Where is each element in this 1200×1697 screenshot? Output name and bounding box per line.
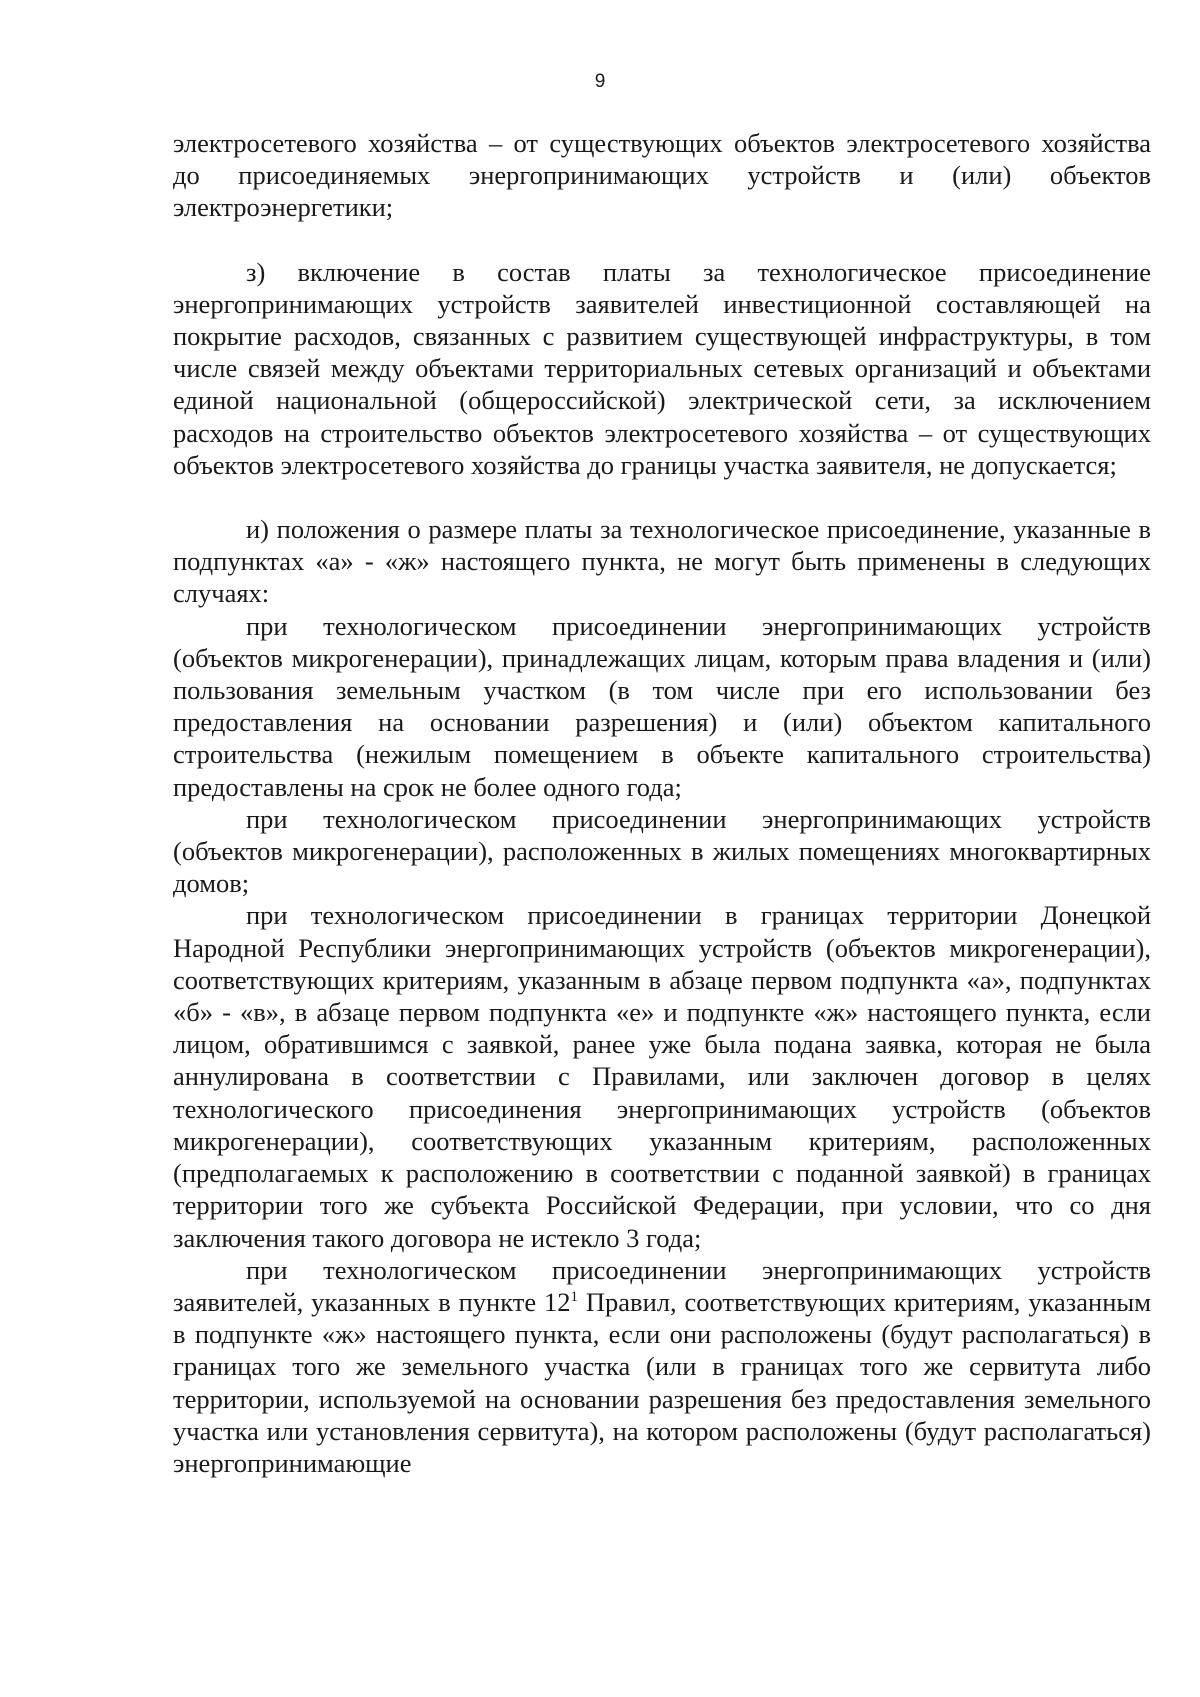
superscript-mark: 1 <box>570 1288 578 1305</box>
paragraph-text-before-superscript: при технологическом присоединении энергопринимающих устройств заявителей, указанных в пункте 12 <box>173 1254 1151 1317</box>
paragraph-continuation: электросетевого хозяйства – от существующих объектов электросетевого хозяйства до присоединяемых энергопринимающих устройств и (или) объектов электроэнергетики; <box>173 128 1151 223</box>
paragraph-case-applicants-point-12 <box>173 1254 1151 1479</box>
paragraph-case-donetsk: при технологическом присоединении в границах территории Донецкой Народной Республики энергопринимающих устройств (объектов микрогенерации), соответствующих критериям, указанным в абзаце первом подпункта «а», подпунктах «б» - «в», в абзаце первом подпункта «е» и подпункте «ж» настоящего пункта, если лицом, обратившимся с заявкой, ранее уже была подана заявка, которая не была аннулирована в соответствии с Правилами, или заключен договор в целях технологического присоединения энергопринимающих устройств (объектов микрогенерации), соответствующих указанным критериям, расположенных (предполагаемых к расположению в соответствии с поданной заявкой) в границах территории того же субъекта Российской Федерации, при условии, что со дня заключения такого договора не истекло 3 года; <box>173 900 1151 1253</box>
page-number: 9 <box>594 71 606 92</box>
document-body <box>173 127 1151 1479</box>
paragraph-subitem-i: и) положения о размере платы за технологическое присоединение, указанные в подпунктах «а» - «ж» настоящего пункта, не могут быть применены в следующих случаях: <box>173 514 1151 609</box>
paragraph-case-short-term-rights: при технологическом присоединении энергопринимающих устройств (объектов микрогенерации), принадлежащих лицам, которым права владения и (или) пользования земельным участком (в том числе при его использовании без предоставления на основании разрешения) и (или) объектом капитального строительства (нежилым помещением в объекте капитального строительства) предоставлены на срок не более одного года; <box>173 610 1151 802</box>
paragraph-case-residential: при технологическом присоединении энергопринимающих устройств (объектов микрогенерации), расположенных в жилых помещениях многоквартирных домов; <box>173 803 1151 899</box>
paragraph-text-after-superscript: Правил, соответствующих критериям, указанным в подпункте «ж» настоящего пункта, если они расположены (будут располагаться) в границах того же земельного участка (или в границах того же сервитута либо территории, используемой на основании разрешения без предоставления земельного участка или установления сервитута), на котором расположены (будут располагаться) энергопринимающие <box>173 1286 1151 1478</box>
paragraph-subitem-z: з) включение в состав платы за технологическое присоединение энергопринимающих устройств заявителей инвестиционной составляющей на покрытие расходов, связанных с развитием существующей инфраструктуры, в том числе связей между объектами территориальных сетевых организаций и объектами единой национальной (общероссийской) электрической сети, за исключением расходов на строительство объектов электросетевого хозяйства – от существующих объектов электросетевого хозяйства до границы участка заявителя, не допускается; <box>173 256 1151 480</box>
